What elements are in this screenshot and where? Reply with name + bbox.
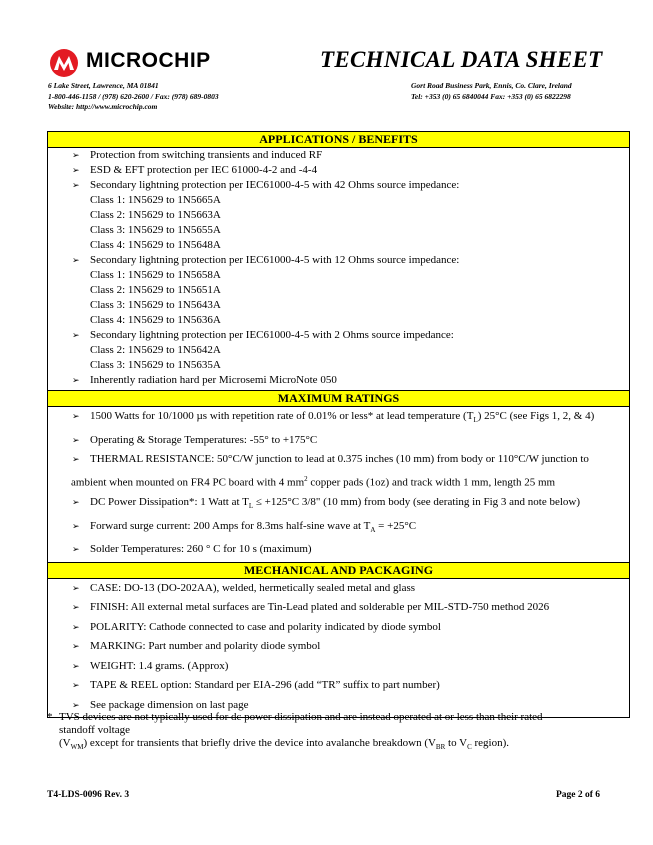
- arrow-bullet-icon: ➢: [72, 699, 80, 710]
- item-text: Secondary lightning protection per IEC61000-4-5 with 2 Ohms source impedance:: [90, 329, 454, 341]
- item-text: WEIGHT: 1.4 grams. (Approx): [90, 659, 229, 672]
- subscript: C: [467, 743, 472, 752]
- subscript: L: [473, 416, 478, 425]
- item-text: Inherently radiation hard per Microsemi MicroNote 050: [90, 374, 337, 386]
- arrow-bullet-icon: ➢: [72, 330, 80, 340]
- item-text: THERMAL RESISTANCE: 50°C/W junction to lead at 0.375 inches (10 mm) from body or 110°C/W junction to: [90, 453, 589, 466]
- address-right: [411, 81, 572, 102]
- sub-item: Class 1: 1N5629 to 1N5665A: [90, 194, 221, 206]
- list-item: [48, 517, 629, 541]
- sub-item: Class 3: 1N5629 to 1N5655A: [90, 224, 221, 236]
- item-text: copper pads (1oz) and track width 1 mm, length 25 mm: [307, 476, 556, 489]
- arrow-bullet-icon: ➢: [72, 454, 80, 465]
- item-text: = +25°C: [375, 519, 417, 532]
- address-line: 1-800-446-1158 / (978) 620-2600 / Fax: (978) 689-0803: [48, 91, 219, 101]
- list-item: [48, 540, 629, 560]
- mechanical-list: [48, 579, 629, 718]
- list-item: [48, 637, 629, 657]
- doc-number: T4-LDS-0096 Rev. 3: [47, 790, 130, 800]
- footnote-line: standoff voltage: [59, 724, 130, 736]
- list-item: [48, 431, 629, 451]
- arrow-bullet-icon: ➢: [72, 602, 80, 613]
- sub-item: Class 4: 1N5629 to 1N5648A: [90, 239, 221, 251]
- list-item: [48, 328, 629, 343]
- arrow-bullet-icon: ➢: [72, 150, 80, 160]
- subscript: L: [248, 502, 254, 511]
- mechanical-heading: MECHANICAL AND PACKAGING: [48, 562, 629, 579]
- arrow-bullet-icon: ➢: [72, 621, 80, 632]
- arrow-bullet-icon: ➢: [72, 180, 80, 190]
- list-item: [48, 253, 629, 268]
- address-line: Tel: +353 (0) 65 6840044 Fax: +353 (0) 65 6822298: [411, 91, 571, 101]
- arrow-bullet-icon: ➢: [72, 582, 80, 593]
- list-item: [48, 178, 629, 193]
- footnote-text: ) except for transients that briefly drive the device into avalanche breakdown (V: [83, 737, 436, 749]
- footnote-text: (V: [59, 737, 71, 749]
- arrow-bullet-icon: ➢: [72, 255, 80, 265]
- item-text: Secondary lightning protection per IEC61000-4-5 with 42 Ohms source impedance:: [90, 179, 460, 191]
- list-item-continuation: [48, 470, 629, 493]
- item-text: ≤ +125°C 3/8" (10 mm) from body (see derating in Fig 3 and note below): [253, 495, 581, 508]
- sub-item: Class 4: 1N5629 to 1N5636A: [90, 314, 221, 326]
- list-item: [48, 163, 629, 178]
- arrow-bullet-icon: ➢: [72, 544, 80, 555]
- item-text: POLARITY: Cathode connected to case and polarity indicated by diode symbol: [90, 620, 441, 633]
- address-line: Gort Road Business Park, Ennis, Co. Clare, Ireland: [411, 81, 572, 90]
- item-text: See package dimension on last page: [90, 698, 249, 711]
- item-text: Solder Temperatures: 260 ° C for 10 s (maximum): [90, 543, 312, 556]
- website-link[interactable]: Website: http://www.microchip.com: [48, 102, 158, 111]
- item-text: 1500 Watts for 10/1000 µs with repetition rate of 0.01% or less* at lead temperature (T: [90, 410, 474, 422]
- subscript: WM: [70, 743, 84, 752]
- list-item: [48, 148, 629, 163]
- item-text: MARKING: Part number and polarity diode symbol: [90, 640, 321, 653]
- item-text: Forward surge current: 200 Amps for 8.3ms half-sine wave at T: [90, 519, 371, 532]
- sub-item: Class 3: 1N5629 to 1N5643A: [90, 299, 221, 311]
- spec-table: [47, 131, 630, 718]
- list-item: [48, 598, 629, 618]
- footnote: [47, 711, 637, 754]
- subscript: BR: [435, 743, 446, 752]
- item-text: CASE: DO-13 (DO-202AA), welded, hermetically sealed metal and glass: [90, 581, 416, 594]
- arrow-bullet-icon: ➢: [72, 520, 80, 531]
- arrow-bullet-icon: ➢: [72, 680, 80, 691]
- sub-item: Class 2: 1N5629 to 1N5651A: [90, 284, 221, 296]
- arrow-bullet-icon: ➢: [72, 496, 80, 507]
- ratings-list: [48, 407, 629, 562]
- arrow-bullet-icon: ➢: [72, 434, 80, 445]
- page-title: TECHNICAL DATA SHEET: [320, 47, 603, 72]
- sub-item: Class 1: 1N5629 to 1N5658A: [90, 269, 221, 281]
- list-item: [48, 676, 629, 696]
- item-text: ESD & EFT protection per IEC 61000-4-2 and -4-4: [90, 164, 318, 176]
- footnote-line: [59, 737, 637, 754]
- footnote-line: TVS devices are not typically used for dc power dissipation and are instead operated at or less than their rated: [59, 711, 543, 723]
- arrow-bullet-icon: ➢: [72, 165, 80, 175]
- item-text: DC Power Dissipation*: 1 Watt at T: [90, 495, 249, 508]
- applications-heading: APPLICATIONS / BENEFITS: [48, 132, 629, 148]
- sub-item: Class 3: 1N5629 to 1N5635A: [90, 359, 221, 371]
- list-item: [48, 657, 629, 677]
- footnote-text: to V: [445, 737, 468, 749]
- item-text: TAPE & REEL option: Standard per EIA-296 (add “TR” suffix to part number): [90, 679, 440, 692]
- superscript: 2: [304, 474, 308, 483]
- sub-item: Class 2: 1N5629 to 1N5642A: [90, 344, 221, 356]
- list-item: [48, 618, 629, 638]
- logo-text: MICROCHIP: [86, 49, 211, 72]
- arrow-bullet-icon: ➢: [72, 641, 80, 652]
- footnote-marker: *: [47, 711, 53, 723]
- page-number: Page 2 of 6: [556, 790, 601, 800]
- item-text: Protection from switching transients and induced RF: [90, 149, 323, 161]
- list-item: [48, 450, 629, 470]
- subscript: A: [370, 525, 376, 534]
- arrow-bullet-icon: ➢: [72, 411, 80, 421]
- item-text: FINISH: All external metal surfaces are Tin-Lead plated and solderable per MIL-STD-750 method 2026: [90, 601, 550, 614]
- footnote-text: region).: [471, 737, 510, 749]
- ratings-heading: MAXIMUM RATINGS: [48, 390, 629, 407]
- address-line: 6 Lake Street, Lawrence, MA 01841: [48, 81, 159, 90]
- list-item: [48, 407, 629, 431]
- list-item: [48, 579, 629, 599]
- sub-item: Class 2: 1N5629 to 1N5663A: [90, 209, 221, 221]
- address-left: [48, 81, 219, 113]
- arrow-bullet-icon: ➢: [72, 660, 80, 671]
- list-item: [48, 373, 629, 388]
- item-text: ambient when mounted on FR4 PC board with 4 mm: [71, 476, 305, 489]
- item-text: ) 25°C (see Figs 1, 2, & 4): [477, 410, 595, 422]
- applications-list: [48, 148, 629, 390]
- list-item: [48, 493, 629, 517]
- item-text: Operating & Storage Temperatures: -55° to +175°C: [90, 433, 318, 446]
- arrow-bullet-icon: ➢: [72, 375, 80, 385]
- item-text: Secondary lightning protection per IEC61000-4-5 with 12 Ohms source impedance:: [90, 254, 460, 266]
